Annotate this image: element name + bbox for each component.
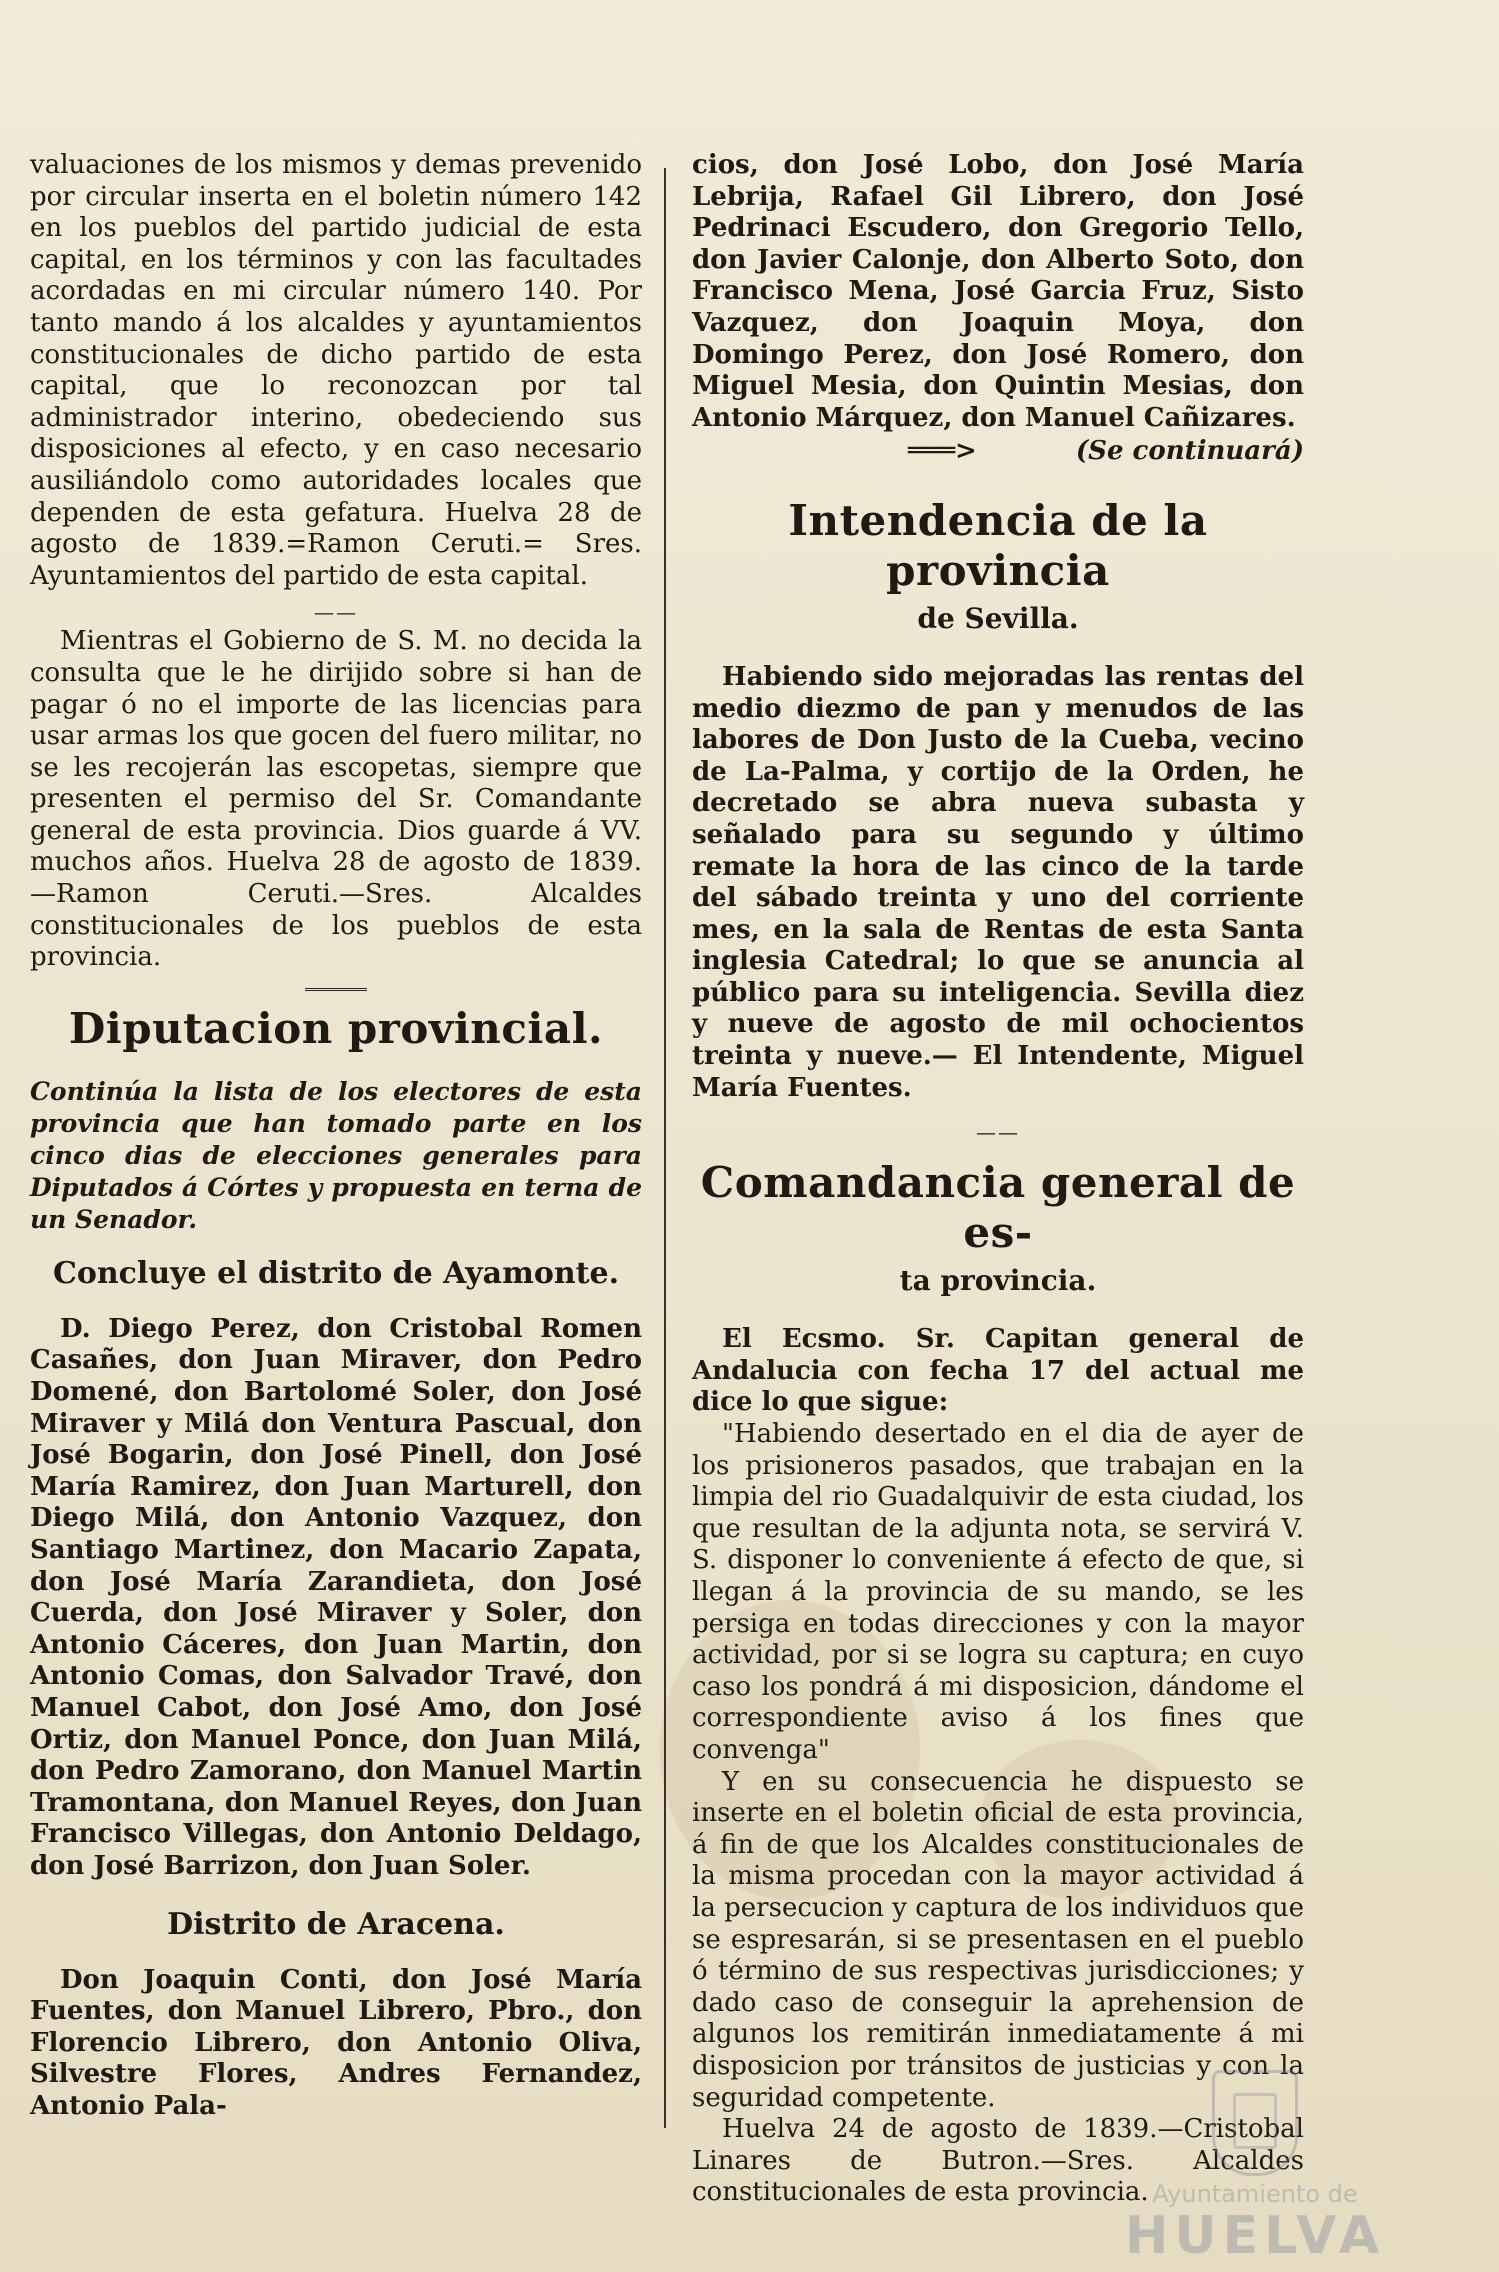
watermark-line2: HUELVA <box>1124 2206 1386 2266</box>
watermark-line1: Ayuntamiento de <box>1152 2180 1358 2208</box>
column-divider <box>664 168 666 2128</box>
list-ayamonte: D. Diego Perez, don Cristobal Romen Casañes, don Juan Miraver, don Pedro Domené, don Bartolomé Soler, don José Miraver y Milá don Ventura Pascual, don José Bogarin, don José Pinell, don José María Ramirez, don Juan Marturell, don Diego Milá, don Antonio Vazquez, don Santiago Martinez, don Macario Zapata, don José María Zarandieta, don José Cuerda, don José Miraver y Soler, don Antonio Cáceres, don Juan Martin, don Antonio Comas, don Salvador Travé, don Manuel Cabot, don José Amo, don José Ortiz, don Manuel Ponce, don Juan Milá, don Pedro Zamorano, don Manuel Martin Tramontana, don Manuel Reyes, don Juan Francisco Villegas, don Antonio Deldago, don José Barrizon, don Juan Soler. <box>30 1313 642 1881</box>
list-aracena-continued: cios, don José Lobo, don José María Lebrija, Rafael Gil Librero, don José Pedrinaci Escudero, don Gregorio Tello, don Javier Calonje, don Alberto Soto, don Francisco Mena, José Garcia Fruz, Sisto Vazquez, don Joaquin Moya, don Domingo Perez, don José Romero, don Miguel Mesia, don Quintin Mesias, don Antonio Márquez, don Manuel Cañizares. <box>692 150 1304 433</box>
heading-diputacion: Diputacion provincial. <box>68 1003 604 1053</box>
archive-watermark <box>1090 2070 1420 2266</box>
left-column <box>30 150 642 2123</box>
continuara-text: (Se continuará) <box>1075 436 1304 467</box>
heading-intendencia-sub: de Sevilla. <box>917 601 1079 635</box>
separator: —— <box>976 1120 1020 1145</box>
paragraph-licencias: Mientras el Gobierno de S. M. no decida la consulta que le he dirijido sobre si han de pagar ó no el importe de las licencias para usar armas los que gocen del fuero militar, no se les recojerán las escopetas, siempre que presenten el permiso del Sr. Comandante general de esta provincia. Dios guarde á VV. muchos años. Huelva 28 de agosto de 1839. —Ramon Ceruti.—Sres. Alcaldes constitucionales de los pueblos de esta provincia. <box>30 626 642 973</box>
continuara-line <box>692 436 1304 468</box>
double-rule <box>30 980 642 998</box>
crest-icon <box>1212 2070 1298 2176</box>
paragraph-comandancia-firma: Huelva 24 de agosto de 1839.—Cristobal Linares de Butron.—Sres. Alcaldes constitucionales de esta provincia. <box>692 2114 1304 2208</box>
note-electores: Continúa la lista de los electores de esta provincia que han tomado parte en los cinco dias de elecciones generales para Diputados á Córtes y propuesta en terna de un Senador. <box>30 1076 642 1234</box>
heading-comandancia: Comandancia general de es- <box>700 1158 1296 1258</box>
paragraph-administrador: valuaciones de los mismos y demas prevenido por circular inserta en el boletin número 142 en los pueblos del partido judicial de esta capital, en los términos y con las facultades acordadas en mi circular número 140. Por tanto mando á los alcaldes y ayuntamientos constitucionales de dicho partido de esta capital, que lo reconozcan por tal administrador interino, obedeciendo sus disposiciones al efecto, y en caso necesario ausiliándolo como autoridades locales que dependen de esta gefatura. Huelva 28 de agosto de 1839.=Ramon Ceruti.= Sres. Ayuntamientos del partido de esta capital. <box>30 150 642 591</box>
heading-ayamonte: Concluye el distrito de Ayamonte. <box>52 1255 620 1291</box>
paragraph-comandancia-orden: Y en su consecuencia he dispuesto se inserte en el boletin oficial de esta provincia, á fin de que los Alcaldes constitucionales de la misma procedan con la mayor actividad á la persecucion y captura de los individuos que se espresarán, si se presentasen en el pueblo ó término de sus respectivas jurisdicciones; y dado caso de conseguir la aprehension de algunos los remitirán inmediatamente á mi disposicion por tránsitos de justicias y con la seguridad competente. <box>692 1766 1304 2113</box>
heading-aracena: Distrito de Aracena. <box>167 1906 505 1942</box>
right-column <box>692 150 1304 2209</box>
heading-intendencia: Intendencia de la provincia <box>788 495 1208 595</box>
separator: —— <box>314 600 358 625</box>
heading-comandancia-sub: ta provincia. <box>899 1264 1097 1298</box>
paragraph-intendencia: Habiendo sido mejoradas las rentas del medio diezmo de pan y menudos de las labores de Don Justo de la Cueba, vecino de La-Palma, y cortijo de la Orden, he decretado se abra nueva subasta y señalado para su segundo y último remate la hora de las cinco de la tarde del sábado treinta y uno del corriente mes, en la sala de Rentas de esta Santa inglesia Catedral; lo que se anuncia al público para su inteligencia. Sevilla diez y nueve de agosto de mil ochocientos treinta y nueve.— El Intendente, Miguel María Fuentes. <box>692 661 1304 1103</box>
paragraph-comandancia-quote: "Habiendo desertado en el dia de ayer de los prisioneros pasados, que trabajan en la limpia del rio Guadalquivir de esta ciudad, los que resultan de la adjunta nota, se servirá V. S. disponer lo conveniente á efecto de que, si llegan á la provincia de su mando, se les persiga en todas direcciones y con la mayor actividad, por si se logra su captura; en cuyo caso los pondrá á mi disposicion, dándome el correspondiente aviso á los fines que convenga" <box>692 1419 1304 1765</box>
paragraph-comandancia-intro: El Ecsmo. Sr. Capitan general de Andalucia con fecha 17 del actual me dice lo que sigue: <box>692 1324 1304 1418</box>
continuara-arrow: ═══> <box>908 436 977 467</box>
list-aracena: Don Joaquin Conti, don José María Fuentes, don Manuel Librero, Pbro., don Florencio Librero, don Antonio Oliva, Silvestre Flores, Andres Fernandez, Antonio Pala- <box>30 1964 642 2121</box>
